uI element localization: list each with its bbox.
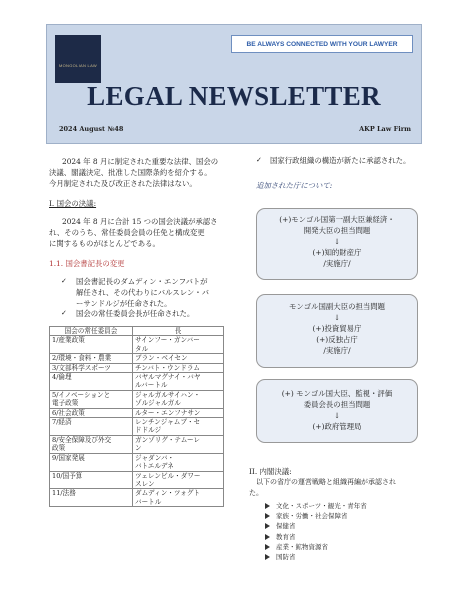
bullet1-line-3: ーサンドルジが任命された。 bbox=[76, 299, 172, 308]
arrow-bullet-icon bbox=[265, 523, 270, 529]
arrow-down-icon: ↓ bbox=[333, 313, 341, 322]
agency-box-1 bbox=[256, 208, 418, 280]
ministry-list-item bbox=[265, 522, 296, 532]
chair-name-cell bbox=[133, 336, 224, 354]
table-row bbox=[50, 336, 224, 354]
cell-line: ダムディン・ツォグト bbox=[135, 489, 201, 498]
table-row bbox=[50, 471, 224, 489]
ministry-name: 産業・鉱物資源省 bbox=[276, 542, 328, 551]
committee-name-cell bbox=[50, 408, 133, 417]
tagline: BE ALWAYS CONNECTED WITH YOUR LAWYER bbox=[231, 35, 413, 53]
section1-body-3: に関するものがほとんどである。 bbox=[49, 239, 160, 248]
subsection-heading: 1.1. 国会書記長の変更 bbox=[49, 259, 125, 268]
table-row bbox=[50, 354, 224, 363]
cell-line: 8/安全保障及び外交 bbox=[52, 435, 112, 444]
ministry-name: 家族・労働・社会保障省 bbox=[276, 512, 348, 521]
committee-name-cell bbox=[50, 354, 133, 363]
chair-name-cell bbox=[133, 418, 224, 436]
table-row bbox=[50, 363, 224, 372]
committee-name-cell bbox=[50, 363, 133, 372]
chair-name-cell bbox=[133, 471, 224, 489]
arrow-bullet-icon bbox=[265, 513, 270, 519]
ministry-name: 文化・スポーツ・観光・青年省 bbox=[276, 502, 367, 510]
table-row bbox=[50, 435, 224, 453]
chair-name-cell bbox=[133, 390, 224, 408]
cell-line: ガンゾリグ・テムーレ bbox=[135, 435, 201, 444]
cell-line: 政策 bbox=[52, 444, 66, 453]
arrow-bullet-icon bbox=[265, 544, 270, 550]
newsletter-title: LEGAL NEWSLETTER bbox=[87, 81, 381, 111]
chair-name-cell bbox=[133, 408, 224, 417]
ministry-name: 保健省 bbox=[276, 522, 296, 531]
cell-line: 4/倫理 bbox=[52, 373, 72, 382]
section1-heading: I. 国会の決議: bbox=[49, 199, 97, 208]
committee-table bbox=[49, 326, 224, 507]
bullet2-line-1: 国会の常任委員会長が任命された。 bbox=[76, 309, 195, 318]
cell-line: バートル bbox=[135, 497, 162, 506]
table-row bbox=[50, 408, 224, 417]
check-icon: ✓ bbox=[61, 277, 67, 285]
box2-line-2: (+)投資貿易庁 bbox=[312, 324, 362, 333]
committee-name-cell bbox=[50, 471, 133, 489]
table-row bbox=[50, 373, 224, 391]
cell-line: チンバト・ウンドラム bbox=[135, 363, 200, 372]
cell-line: 11/法務 bbox=[52, 489, 76, 498]
cell-line: バヤルマグナイ・バヤ bbox=[135, 373, 201, 382]
cell-line: ドドルジ bbox=[135, 426, 162, 435]
cell-line: 9/国家発展 bbox=[52, 453, 85, 462]
ministry-list-item bbox=[265, 553, 296, 563]
committee-name-cell bbox=[50, 453, 133, 471]
ministry-list-item bbox=[265, 543, 328, 553]
section2-heading: II. 内閣決議: bbox=[249, 467, 292, 476]
cell-line: ブラン・ベイセン bbox=[135, 354, 188, 363]
cell-line: ジャダンバ・ bbox=[135, 453, 175, 462]
table-row bbox=[50, 390, 224, 408]
section1-body-2: れ、そのうち、常任委員会員の任免と構成変更 bbox=[49, 228, 205, 237]
table-row bbox=[50, 418, 224, 436]
cell-line: 6/社会政策 bbox=[52, 408, 85, 417]
admin-structure-note: 国家行政組織の構造が新たに承認された。 bbox=[270, 156, 411, 165]
section2-body-1: 以下の省庁の運営戦略と組織再編が承認され bbox=[256, 478, 396, 486]
bullet1-line-1: 国会書記長のダムディン・エンフバトが bbox=[76, 277, 208, 286]
cell-line: 5/イノベーションと bbox=[52, 390, 111, 399]
issue-number: 2024 August №48 bbox=[59, 125, 124, 133]
arrow-down-icon: ↓ bbox=[333, 237, 341, 246]
committee-name-cell bbox=[50, 418, 133, 436]
ministry-list-item bbox=[265, 512, 348, 522]
cell-line: タル bbox=[135, 344, 149, 353]
intro-line-1: 2024 年 8 月に制定された重要な法律、国会の bbox=[62, 157, 219, 166]
cell-line: 1/産業政策 bbox=[52, 336, 85, 345]
bullet1-line-2: 解任され、その代わりにバルスレン・バ bbox=[76, 288, 210, 297]
cell-line: ゾルジャルガル bbox=[135, 399, 181, 408]
chair-name-cell bbox=[133, 363, 224, 372]
cell-line: 電子政策 bbox=[52, 399, 79, 408]
chair-name-cell bbox=[133, 435, 224, 453]
newsletter-header bbox=[46, 24, 422, 144]
box1-line-3: (+)知的財産庁 bbox=[312, 248, 362, 257]
cell-line: 3/文部科学スポーツ bbox=[52, 363, 111, 372]
committee-name-cell bbox=[50, 390, 133, 408]
table-header-row bbox=[50, 327, 224, 336]
cell-line: ツェレンビル・ダワー bbox=[135, 471, 201, 480]
cell-line: ルバートル bbox=[135, 381, 168, 390]
box2-line-4: /実施庁/ bbox=[323, 346, 351, 355]
chair-name-cell bbox=[133, 354, 224, 363]
box3-line-1: (+) モンゴル国大臣、監視・評価 bbox=[281, 389, 393, 398]
intro-line-2: 決議、閣議決定、批准した国際条約を紹介する。 bbox=[49, 168, 212, 177]
ministry-list-item bbox=[265, 502, 367, 512]
box1-line-2: 開発大臣の担当問題 bbox=[303, 226, 371, 235]
check-icon: ✓ bbox=[256, 156, 262, 164]
cell-line: ルター・エンフナサン bbox=[135, 408, 201, 417]
firm-name: AKP Law Firm bbox=[359, 125, 411, 133]
cell-line: サインフー・ガンバー bbox=[135, 336, 200, 345]
cell-line: 7/経済 bbox=[52, 418, 72, 427]
cell-line: 10/国予算 bbox=[52, 471, 83, 480]
table-header-cell: 長 bbox=[133, 327, 224, 336]
cell-line: バトエルデネ bbox=[135, 462, 174, 471]
added-agencies-label: 追加された庁について: bbox=[256, 181, 333, 190]
committee-name-cell bbox=[50, 373, 133, 391]
cell-line: 2/環境・食料・農業 bbox=[52, 354, 112, 363]
box1-line-1: (+)モンゴル国第一副大臣兼経済・ bbox=[279, 215, 395, 224]
cell-line: ジャルガルサイハン・ bbox=[135, 390, 201, 399]
intro-line-3: 今月制定された及び改正された法律はない。 bbox=[49, 179, 197, 188]
arrow-bullet-icon bbox=[265, 534, 270, 540]
box3-line-2: 委員会長の担当問題 bbox=[303, 400, 371, 409]
arrow-bullet-icon bbox=[265, 554, 270, 560]
firm-logo bbox=[55, 35, 101, 83]
cell-line: スレン bbox=[135, 479, 155, 488]
committee-name-cell bbox=[50, 336, 133, 354]
check-icon: ✓ bbox=[61, 309, 67, 317]
logo-text: MONGOLIAN LAW bbox=[59, 63, 97, 68]
chair-name-cell bbox=[133, 453, 224, 471]
agency-box-2 bbox=[256, 294, 418, 368]
cell-line: ン bbox=[135, 444, 142, 453]
ministry-list-item bbox=[265, 533, 296, 543]
arrow-down-icon: ↓ bbox=[333, 411, 341, 420]
table-row bbox=[50, 489, 224, 507]
arrow-bullet-icon bbox=[265, 503, 270, 509]
box2-line-1: モンゴル国副大臣の担当問題 bbox=[288, 302, 386, 311]
chair-name-cell bbox=[133, 489, 224, 507]
committee-name-cell bbox=[50, 435, 133, 453]
ministry-name: 国防省 bbox=[276, 553, 296, 561]
box1-line-4: /実施庁/ bbox=[323, 259, 351, 268]
cell-line: レンチンジャムブ・セ bbox=[135, 418, 201, 427]
agency-box-3 bbox=[256, 379, 418, 443]
committee-name-cell bbox=[50, 489, 133, 507]
box3-line-3: (+)政府管理局 bbox=[312, 422, 362, 431]
table-row bbox=[50, 453, 224, 471]
chair-name-cell bbox=[133, 373, 224, 391]
box2-line-3: (+)反独占庁 bbox=[316, 335, 358, 344]
section1-body-1: 2024 年 8 月に合計 15 つの国会決議が承認さ bbox=[62, 217, 218, 226]
table-header-cell: 国会の常任委員会 bbox=[50, 327, 133, 336]
section2-body-2: た。 bbox=[249, 489, 263, 497]
ministry-name: 教育省 bbox=[276, 532, 296, 541]
